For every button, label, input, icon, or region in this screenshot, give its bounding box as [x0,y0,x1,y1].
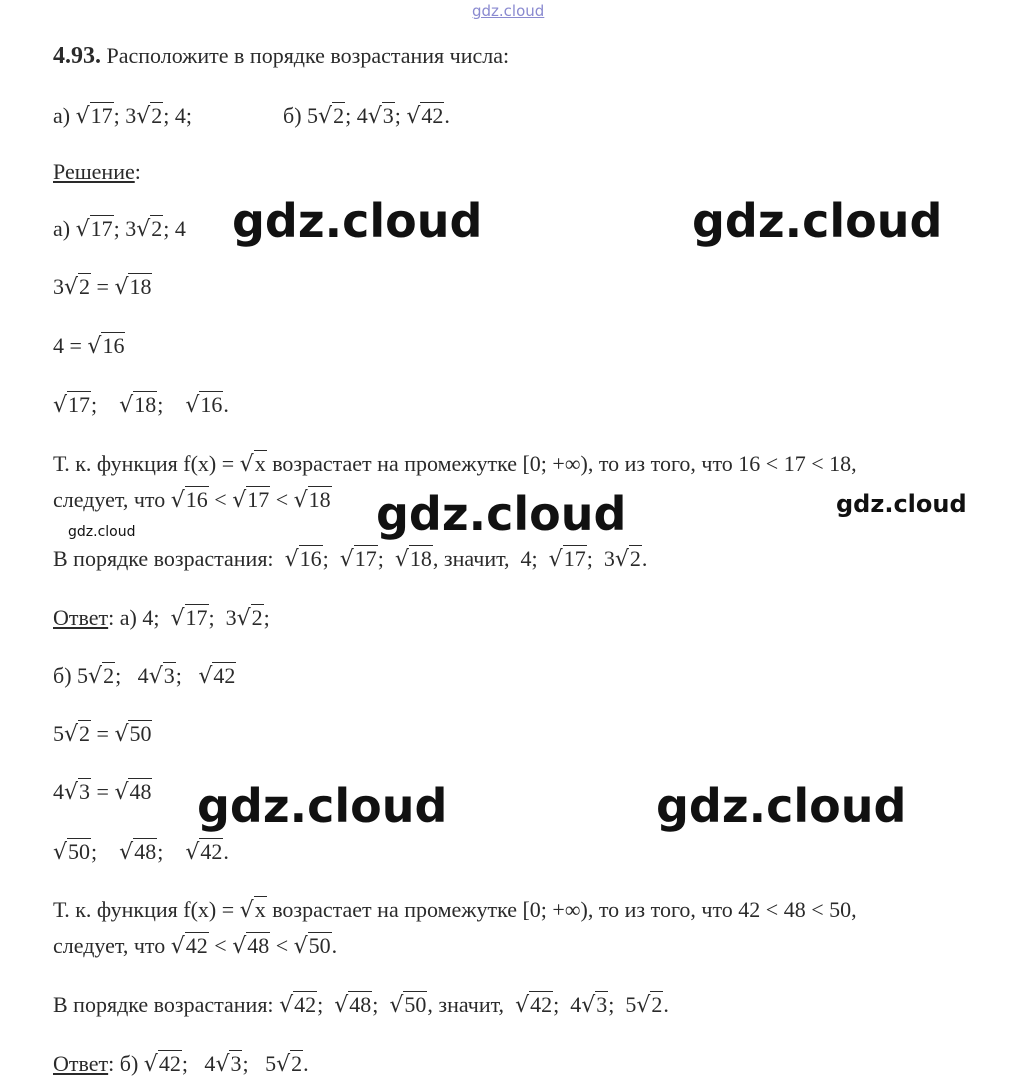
radicand: 50 [129,721,152,746]
text: = [91,779,115,804]
radicand: 17 [90,103,113,128]
radicand: 17 [354,546,377,571]
radicand: 16 [185,487,208,512]
text: б) 5 [53,663,89,688]
radical: √18 [293,487,331,513]
text: ; [263,605,270,630]
sol-b-restate [53,662,236,691]
radicand: 3 [382,103,394,128]
solution-colon: : [134,159,141,184]
text: ; 4 [115,663,149,688]
answer-label: Ответ [53,605,109,630]
radical: √18 [119,392,157,418]
radicand: 48 [247,933,270,958]
radicand: 16 [299,546,322,571]
separator: ; 4 [345,103,368,128]
text: . [223,392,229,417]
radical: √2 [64,274,91,300]
radical: √17 [232,487,270,513]
radical: √3 [581,992,608,1018]
separator: . [444,103,450,128]
problem-number: 4.93. [53,43,101,69]
text: ; 4 [163,216,186,241]
sol-a-order [53,545,647,574]
radicand: 2 [79,721,91,746]
radical: √50 [53,839,91,865]
text: ; 4 [181,1051,216,1076]
watermark: gdz.cloud [68,524,136,540]
task-b-prefix: б) 5 [283,103,319,128]
text: следует, что [53,487,171,512]
sol-b-reason-1 [53,896,857,925]
sol-a-reason-2 [53,486,332,515]
sol-b-eq1 [53,720,152,749]
radicand: 50 [68,839,91,864]
sol-a-eq2 [53,332,125,361]
radicand: 17 [90,216,113,241]
radicand: 17 [185,605,208,630]
radicand: 2 [291,1051,303,1076]
sol-b-eq2 [53,778,152,807]
radical: √17 [75,103,113,129]
text: < [208,487,233,512]
radicand: x [254,451,266,476]
radicand: 2 [79,274,91,299]
text: : б) [108,1051,144,1076]
sol-b-order [53,991,669,1020]
radicand: 3 [163,663,175,688]
sol-a-eq1 [53,273,152,302]
sol-a-answer [53,604,270,633]
radical: √42 [170,933,208,959]
radical: √42 [406,103,444,129]
radicand: 2 [629,546,641,571]
radical: √17 [170,605,208,631]
text: В порядке возрастания: [53,546,285,571]
sol-b-answer [53,1050,309,1079]
text: < [208,933,233,958]
text: возрастает на промежутке [0; +∞), то из того, что 42 < 48 < 50, [266,897,857,922]
text: ; [91,839,120,864]
radical: √2 [236,605,263,631]
text: ; 5 [608,992,637,1017]
text: В порядке возрастания: [53,992,280,1017]
radicand: 50 [404,992,427,1017]
watermark-top: gdz.cloud [472,2,545,20]
radical: √2 [636,992,663,1018]
text: 4 [53,779,64,804]
radicand: 18 [134,392,157,417]
radicand: 48 [349,992,372,1017]
text: ; [372,992,390,1017]
radical: √16 [185,392,223,418]
text: ; [175,663,199,688]
radicand: 3 [79,779,91,804]
radical: √16 [87,333,125,359]
text: возрастает на промежутке [0; +∞), то из того, что 16 < 17 < 18, [266,451,857,476]
watermark: gdz.cloud [836,490,967,518]
radical: √48 [119,839,157,865]
sol-b-list [53,838,229,867]
text: ; 3 [208,605,237,630]
text: ; [322,546,340,571]
text: = [91,274,115,299]
radical: √17 [548,546,586,572]
text: ; 3 [113,216,137,241]
radicand: 42 [213,663,236,688]
text: ; [317,992,335,1017]
radicand: 2 [651,992,663,1017]
radical: √42 [143,1051,181,1077]
text: следует, что [53,933,171,958]
watermark: gdz.cloud [376,487,627,541]
radical: √42 [198,663,236,689]
radical: √16 [170,487,208,513]
radicand: 2 [103,663,115,688]
radical: √2 [318,103,345,129]
radicand: 16 [102,333,125,358]
text: . [303,1051,309,1076]
problem-statement [53,42,509,70]
text: ; [91,392,120,417]
radical: √42 [185,839,223,865]
text: . [331,933,338,958]
radicand: 2 [333,103,345,128]
answer-label: Ответ [53,1051,109,1076]
radical: √16 [284,546,322,572]
radical: √48 [114,779,152,805]
radicand: 2 [251,605,263,630]
radical: √x [239,897,266,923]
radicand: 42 [421,103,444,128]
radicand: 2 [151,103,163,128]
text: ; [377,546,395,571]
text: : а) 4; [108,605,171,630]
radicand: 42 [530,992,553,1017]
radical: √2 [64,721,91,747]
separator: ; 4; [163,103,193,128]
radicand: 17 [247,487,270,512]
text: , значит, 4; [432,546,549,571]
radical: √2 [614,546,641,572]
sol-a-list [53,391,229,420]
text: а) [53,216,76,241]
text: , значит, [427,992,516,1017]
radical: √50 [114,721,152,747]
text: 5 [53,721,64,746]
radicand: x [254,897,266,922]
radical: √17 [339,546,377,572]
radical: √18 [114,274,152,300]
radical: √2 [136,216,163,242]
text: 3 [53,274,64,299]
text: ; [157,839,186,864]
radicand: 17 [68,392,91,417]
text: < [270,933,294,958]
radicand: 48 [129,779,152,804]
radicand: 18 [409,546,432,571]
text: . [223,839,229,864]
radicand: 42 [294,992,317,1017]
watermark: gdz.cloud [692,194,943,248]
radical: √2 [276,1051,303,1077]
radicand: 17 [563,546,586,571]
text: ; 3 [586,546,615,571]
radical: √3 [148,663,175,689]
text: . [663,992,669,1017]
text: Т. к. функция f(x) = [53,897,240,922]
radicand: 3 [596,992,608,1017]
radicand: 18 [129,274,152,299]
text: ; 4 [553,992,582,1017]
text: . [641,546,648,571]
radicand: 18 [308,487,331,512]
radicand: 42 [185,933,208,958]
sol-b-reason-2 [53,932,337,961]
radicand: 42 [200,839,223,864]
radical: √18 [394,546,432,572]
separator: ; 3 [113,103,137,128]
problem-text: Расположите в порядке возрастания числа: [101,43,510,68]
task-b [283,103,450,128]
radical: √17 [75,216,113,242]
task-a [53,103,192,128]
radical: √x [239,451,266,477]
watermark: gdz.cloud [197,779,448,833]
separator: ; [394,103,407,128]
radical: √3 [367,103,394,129]
task-a-prefix: а) [53,103,76,128]
watermark: gdz.cloud [656,779,907,833]
radical: √3 [215,1051,242,1077]
radical: √17 [53,392,91,418]
text: ; [157,392,186,417]
radical: √48 [232,933,270,959]
radicand: 48 [134,839,157,864]
sol-a-reason-1 [53,450,857,479]
radical: √42 [279,992,317,1018]
text: ; 5 [242,1051,277,1076]
solution-label: Решение [53,159,135,184]
radical: √50 [389,992,427,1018]
task-line [53,102,450,131]
radical: √50 [293,933,331,959]
radical: √48 [334,992,372,1018]
radical: √2 [88,663,115,689]
sol-a-restate [53,215,186,244]
radical: √2 [136,103,163,129]
radicand: 50 [308,933,331,958]
radical: √42 [515,992,553,1018]
text: = [91,721,115,746]
radicand: 42 [158,1051,181,1076]
radical: √3 [64,779,91,805]
watermark: gdz.cloud [232,194,483,248]
radicand: 3 [230,1051,242,1076]
solution-heading [53,158,141,186]
radicand: 16 [200,392,223,417]
text: < [270,487,294,512]
radicand: 2 [151,216,163,241]
text: 4 = [53,333,88,358]
text: Т. к. функция f(x) = [53,451,240,476]
